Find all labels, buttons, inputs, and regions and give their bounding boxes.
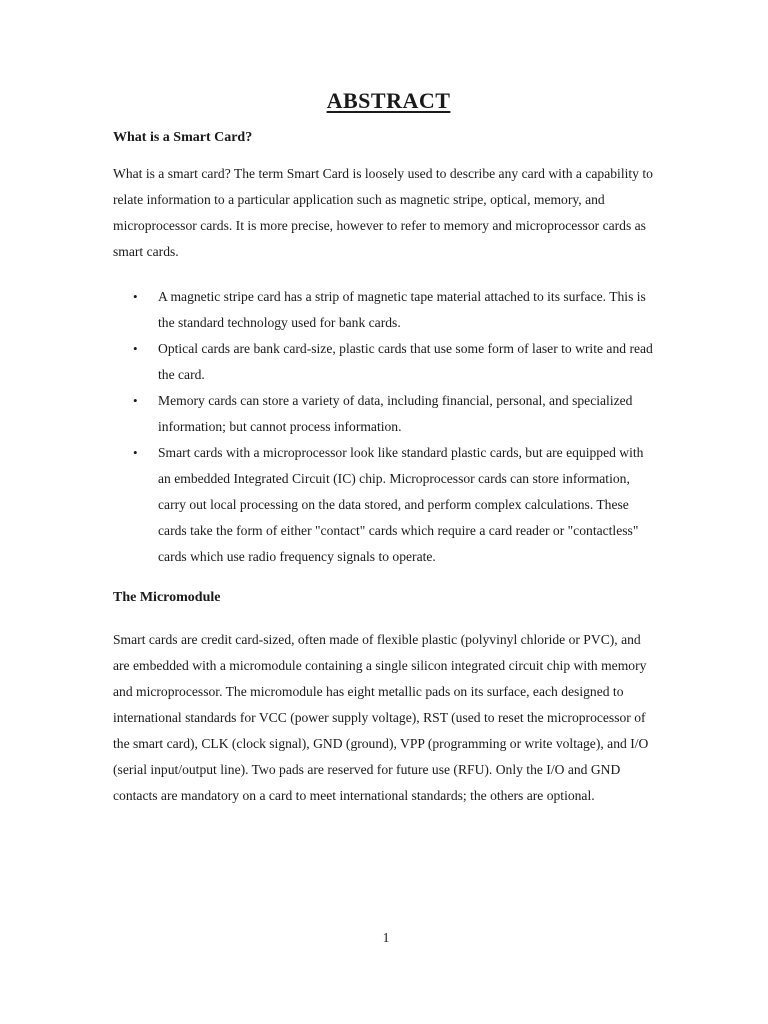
bullet-icon: • (133, 393, 138, 408)
bullet-icon: • (133, 289, 138, 304)
micromodule-paragraph: Smart cards are credit card-sized, often made of flexible plastic (polyvinyl chloride or PVC), and are embedded with a micromodule containing a single silicon integrated circuit chip with memory and microprocessor. The micromodule has eight metallic pads on its surface, each designed to international standards for VCC (power supply voltage), RST (used to reset the microprocessor of the smart card), CLK (clock signal), GND (ground), VPP (programming or write voltage), and I/O (serial input/output line). Two pads are reserved for future use (RFU). Only the I/O and GND contacts are mandatory on a card to meet international standards; the others are optional. (113, 632, 649, 803)
list-item (113, 284, 658, 336)
section-heading-what-is-smart-card: What is a Smart Card? (113, 130, 253, 145)
list-item (113, 336, 658, 388)
card-types-list (113, 284, 658, 570)
page-number: 1 (382, 930, 390, 945)
bullet-icon: • (133, 341, 138, 356)
list-item-text: A magnetic stripe card has a strip of magnetic tape material attached to its surface. This is the standard technology used for bank cards. (158, 289, 646, 330)
intro-paragraph: What is a smart card? The term Smart Card is loosely used to describe any card with a capability to relate information to a particular application such as magnetic stripe, optical, memory, and microprocessor cards. It is more precise, however to refer to memory and microprocessor cards as smart cards. (113, 166, 653, 259)
list-item (113, 440, 658, 570)
list-item-text: Smart cards with a microprocessor look like standard plastic cards, but are equipped with an embedded Integrated Circuit (IC) chip. Microprocessor cards can store information, carry out local processing on the data stored, and perform complex calculations. These cards take the form of either "contact" cards which require a card reader or "contactless" cards which use radio frequency signals to operate. (158, 445, 644, 564)
list-item-text: Memory cards can store a variety of data, including financial, personal, and specialized information; but cannot process information. (158, 393, 633, 434)
section-heading-micromodule: The Micromodule (113, 590, 221, 605)
page-title: ABSTRACT (326, 88, 451, 113)
bullet-icon: • (133, 445, 138, 460)
list-item-text: Optical cards are bank card-size, plastic cards that use some form of laser to write and read the card. (158, 341, 653, 382)
list-item (113, 388, 658, 440)
